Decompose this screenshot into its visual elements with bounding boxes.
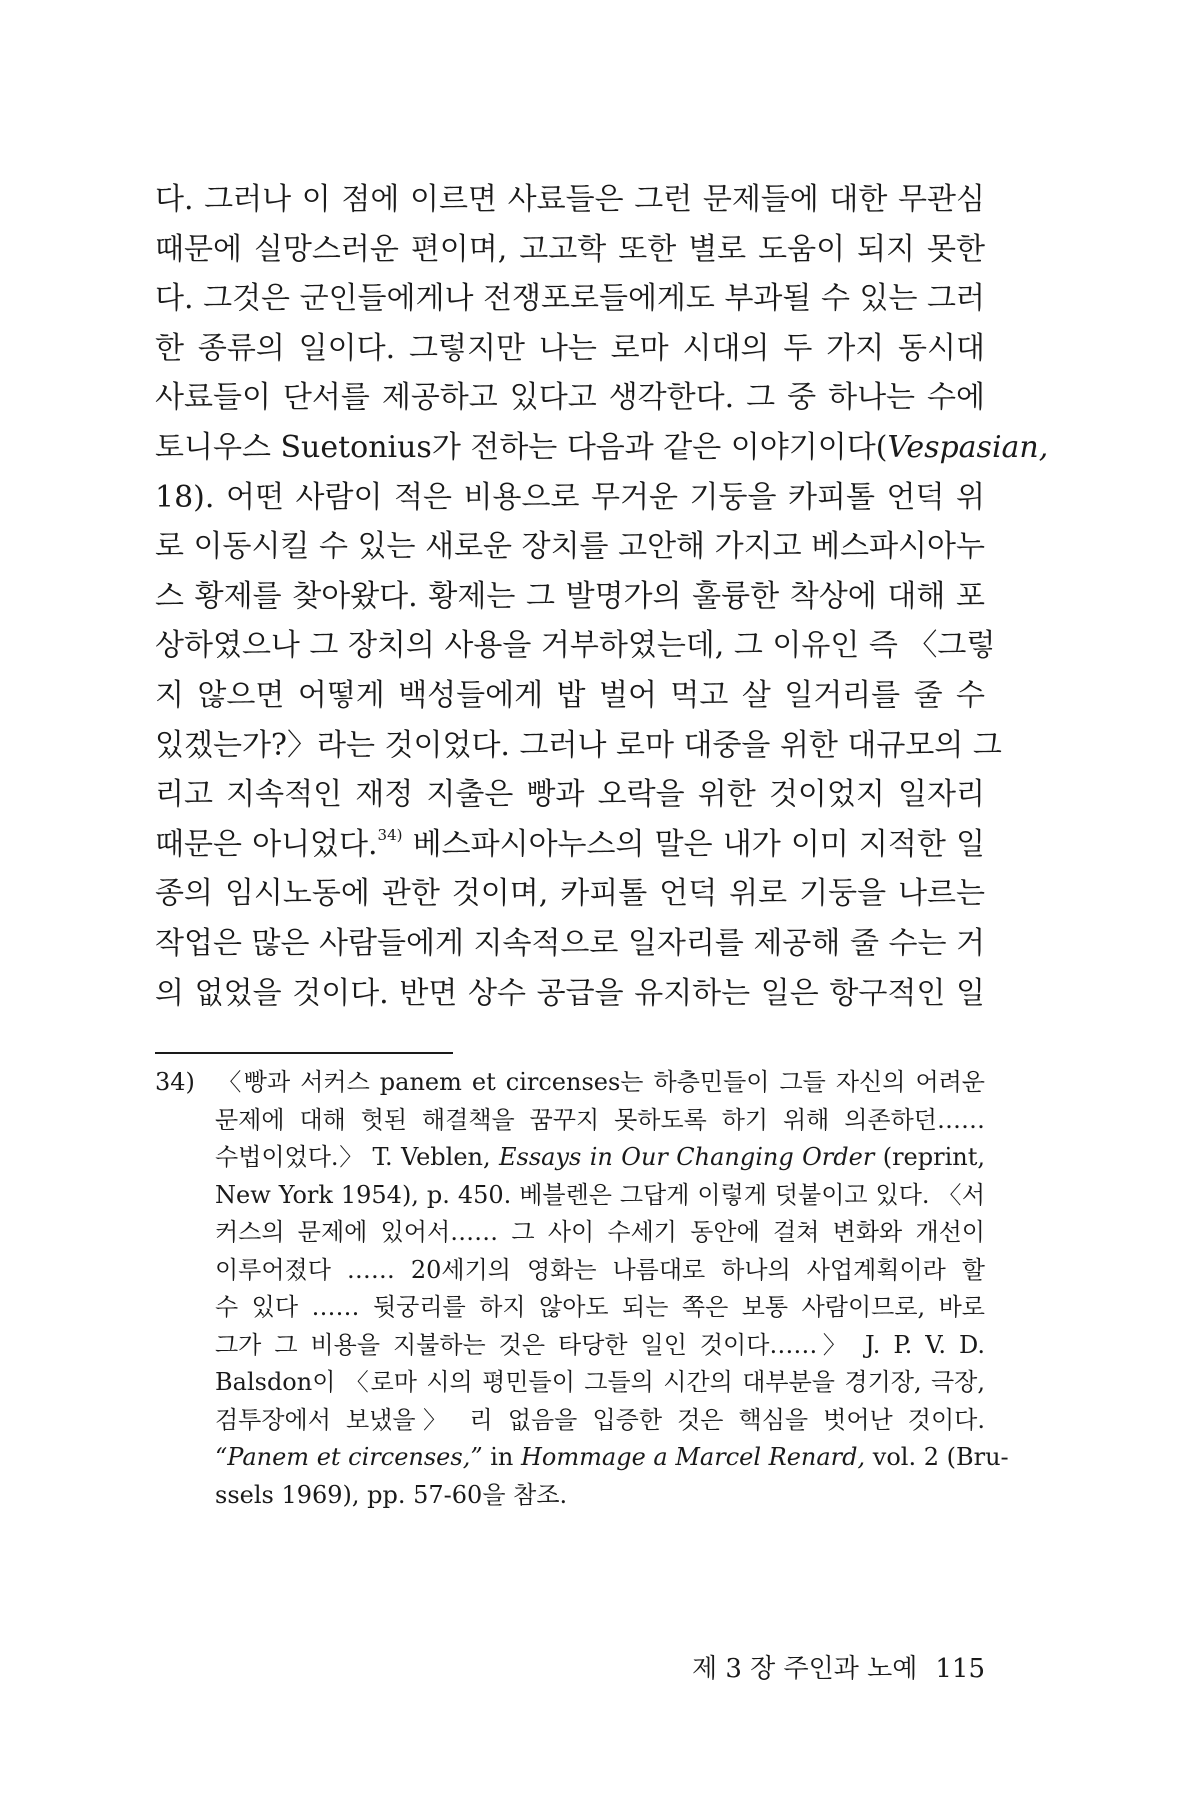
footnote-line: [155, 1439, 1009, 1477]
body-text-fragment: 때문은 아니었다.: [155, 826, 378, 862]
footnote-line: ssels 1969), pp. 57-60을 참조.: [215, 1480, 568, 1509]
body-line: 리고 지속적인 재정 지출은 빵과 오락을 위한 것이었지 일자리: [155, 777, 985, 813]
body-line: 작업은 많은 사람들에게 지속적으로 일자리를 제공해 줄 수는 거: [155, 925, 985, 961]
italic-title: Essays in Our Changing Order: [499, 1143, 875, 1171]
footnote-text: 수법이었다.〉 T. Veblen,: [215, 1143, 500, 1171]
italic-title: Hommage a Marcel Renard,: [521, 1443, 866, 1471]
body-line: 사료들이 단서를 제공하고 있다고 생각한다. 그 중 하나는 수에: [155, 380, 985, 416]
footnote-reference: 34): [377, 825, 403, 844]
body-line: 다. 그것은 군인들에게나 전쟁포로들에게도 부과될 수 있는 그러: [155, 281, 985, 317]
body-line: 있겠는가?〉라는 것이었다. 그러나 로마 대중을 위한 대규모의 그: [155, 727, 1002, 763]
footnote-line: 문제에 대해 헛된 해결책을 꿈꾸지 못하도록 하기 위해 의존하던……: [215, 1105, 985, 1134]
body-line: 18). 어떤 사람이 적은 비용으로 무거운 기둥을 카피톨 언덕 위: [155, 479, 985, 515]
footnote-divider: [155, 1052, 453, 1054]
footnote-line: 그가 그 비용을 지불하는 것은 타당한 일인 것이다……〉 J. P. V. D.: [215, 1330, 985, 1359]
running-footer: [674, 1648, 985, 1685]
footnote-line: Balsdon이 〈로마 시의 평민들이 그들의 시간의 대부분을 경기장, 극장,: [215, 1368, 985, 1396]
chapter-title: 제 3 장 주인과 노예: [691, 1654, 918, 1684]
italic-title: “Panem et circenses,”: [215, 1443, 483, 1471]
body-line: 다. 그러나 이 점에 이르면 사료들은 그런 문제들에 대한 무관심: [155, 182, 985, 217]
body-line: 지 않으면 어떻게 백성들에게 밥 벌어 먹고 살 일거리를 줄 수: [155, 677, 985, 713]
footnote-line: 커스의 문제에 있어서…… 그 사이 수세기 동안에 걸쳐 변화와 개선이: [215, 1218, 985, 1246]
body-line: 종의 임시노동에 관한 것이며, 카피톨 언덕 위로 기둥을 나르는: [155, 876, 985, 912]
footnote-line: [155, 1064, 985, 1102]
body-line: 의 없었을 것이다. 반면 상수 공급을 유지하는 일은 항구적인 일: [155, 975, 985, 1011]
body-text-fragment: 베스파시아누스의 말은 내가 이미 지적한 일: [402, 826, 985, 862]
body-line: [155, 820, 985, 870]
footnote: [155, 1064, 1009, 1514]
italic-title: Vespasian,: [887, 429, 1049, 465]
footnote-line: [155, 1139, 985, 1177]
footnote-line: 검투장에서 보냈을〉 리 없음을 입증한 것은 핵심을 벗어난 것이다.: [215, 1405, 985, 1434]
body-line: 로 이동시킬 수 있는 새로운 장치를 고안해 가지고 베스파시아누: [155, 529, 985, 565]
page-number: 115: [935, 1654, 985, 1684]
footnote-text: (reprint,: [874, 1143, 985, 1171]
body-line: 한 종류의 일이다. 그렇지만 나는 로마 시대의 두 가지 동시대: [155, 330, 985, 366]
footnote-line: New York 1954), p. 450. 베블렌은 그답게 이렇게 덧붙이고 있다. 〈서: [215, 1180, 985, 1209]
footnote-line: 이루어졌다 …… 20세기의 영화는 나름대로 하나의 사업계획이라 할: [215, 1255, 985, 1284]
body-line: 상하였으나 그 장치의 사용을 거부하였는데, 그 이유인 즉 〈그렇: [155, 628, 996, 664]
body-text: [155, 175, 1049, 1018]
footnote-line: 수 있다 …… 뒷궁리를 하지 않아도 되는 쪽은 보통 사람이므로, 바로: [215, 1293, 985, 1321]
footnote-text: 〈빵과 서커스 panem et circenses는 하층민들이 그들 자신의 어려운: [215, 1068, 985, 1096]
body-text-fragment: 토니우스 Suetonius가 전하는 다음과 같은 이야기이다(: [155, 429, 888, 465]
body-line: 때문에 실망스러운 편이며, 고고학 또한 별로 도움이 되지 못한: [155, 231, 985, 267]
body-line: [155, 423, 1049, 473]
footnote-text: vol. 2 (Bru-: [865, 1443, 1009, 1471]
body-line: 스 황제를 찾아왔다. 황제는 그 발명가의 훌륭한 착상에 대해 포: [155, 578, 985, 614]
footnote-number: 34): [155, 1068, 195, 1096]
footnote-text: in: [482, 1443, 521, 1471]
